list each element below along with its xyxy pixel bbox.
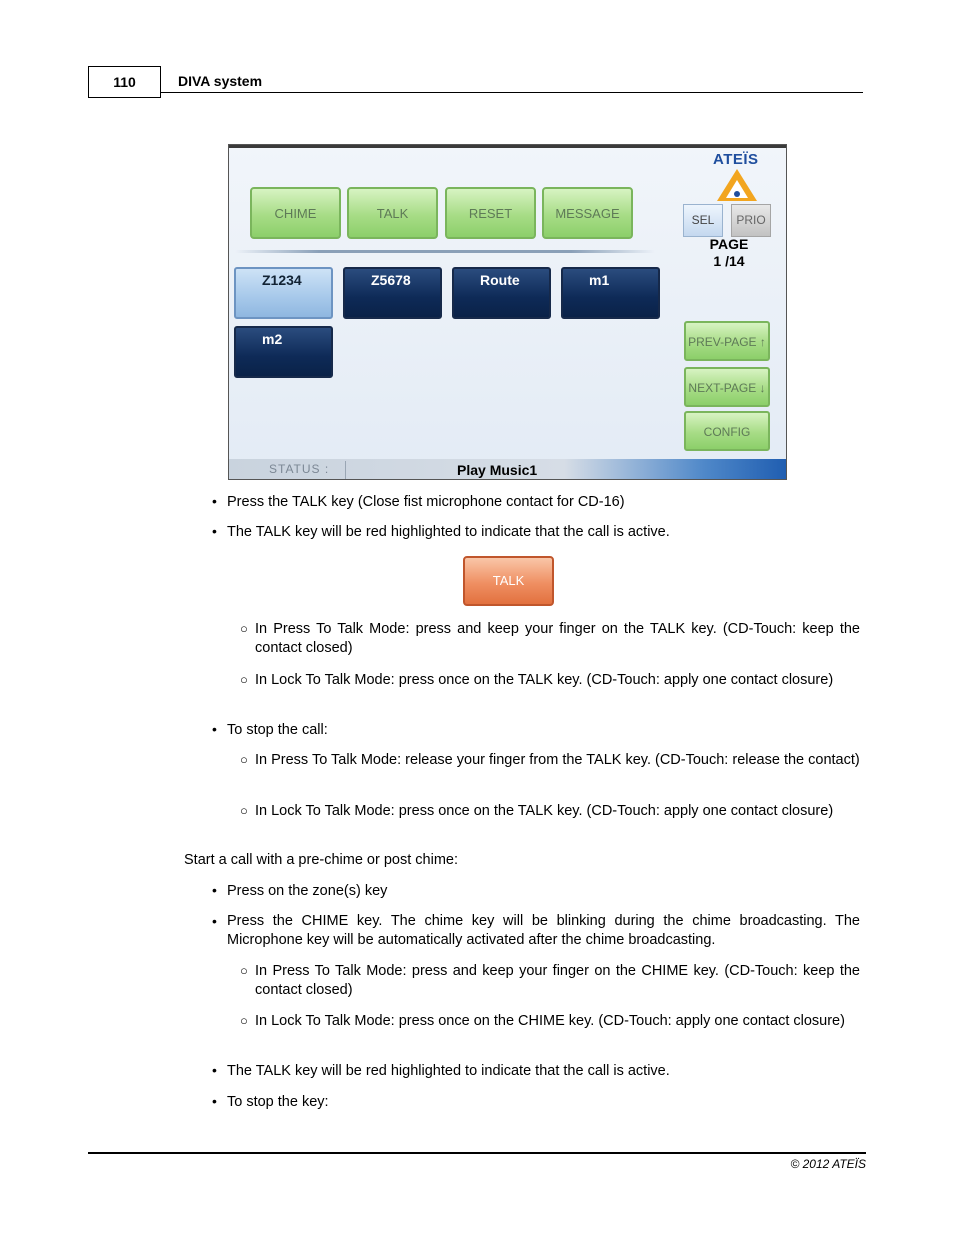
bullet-text: The TALK key will be red highlighted to indicate that the call is active. [227, 1063, 670, 1079]
sub-bullet-text: In Lock To Talk Mode: press once on the TALK key. (CD-Touch: apply one contact closure) [255, 672, 834, 688]
page-label: PAGE [709, 236, 749, 252]
page-number: 110 [88, 66, 161, 98]
sub-bullet-icon: ○ [240, 752, 248, 767]
message-button[interactable]: MESSAGE [542, 187, 633, 239]
bullet-icon: • [212, 493, 217, 509]
sub-bullet-icon: ○ [240, 963, 248, 978]
status-label: STATUS : [269, 462, 330, 476]
status-divider [345, 461, 346, 479]
zone-key-route[interactable]: Route [452, 267, 551, 319]
bullet-text: To stop the key: [227, 1094, 329, 1110]
sub-bullet-text: In Press To Talk Mode: press and keep your finger on the TALK key. (CD-Touch: keep the contact closed) [255, 621, 860, 656]
config-button[interactable]: CONFIG [684, 411, 770, 451]
bullet-text: To stop the call: [227, 722, 328, 738]
sub-bullet-text: In Press To Talk Mode: release your finger from the TALK key. (CD-Touch: release the contact) [255, 752, 860, 768]
bullet-text: Press the TALK key (Close fist microphone contact for CD-16) [227, 494, 625, 510]
footer-rule [88, 1152, 866, 1154]
zone-key-m1[interactable]: m1 [561, 267, 660, 319]
reset-button[interactable]: RESET [445, 187, 536, 239]
bullet-icon: • [212, 1093, 217, 1109]
sub-bullet-text: In Press To Talk Mode: press and keep your finger on the CHIME key. (CD-Touch: keep the contact closed) [255, 963, 860, 998]
status-value: Play Music1 [457, 462, 538, 478]
bullet-text: The TALK key will be red highlighted to indicate that the call is active. [227, 524, 670, 540]
zone-key-z1234[interactable]: Z1234 [234, 267, 333, 319]
next-page-button[interactable]: NEXT-PAGE ↓ [684, 367, 770, 407]
sel-button[interactable]: SEL [683, 204, 723, 237]
status-bar [229, 459, 787, 480]
bullet-icon: • [212, 913, 217, 929]
talk-button-active: TALK [463, 556, 554, 606]
bullet-icon: • [212, 1062, 217, 1078]
zone-key-m2[interactable]: m2 [234, 326, 333, 378]
bullet-icon: • [212, 523, 217, 539]
touch-panel-screenshot [228, 144, 787, 480]
chime-button[interactable]: CHIME [250, 187, 341, 239]
sub-bullet-icon: ○ [240, 803, 248, 818]
sub-bullet-text: In Lock To Talk Mode: press once on the TALK key. (CD-Touch: apply one contact closure) [255, 803, 834, 819]
bullet-text: Press on the zone(s) key [227, 883, 388, 899]
prev-page-button[interactable]: PREV-PAGE ↑ [684, 321, 770, 361]
bullet-icon: • [212, 721, 217, 737]
page-indicator: 1 /14 [713, 253, 745, 269]
bullet-icon: • [212, 882, 217, 898]
document-title: DIVA system [178, 73, 263, 89]
ateis-logo-text: ATEÏS [713, 151, 759, 168]
bullet-text: Press the CHIME key. The chime key will be blinking during the chime broadcasting. The Microphone key will be automatically activated after the chime broadcasting. [227, 913, 860, 948]
paragraph-text: Start a call with a pre-chime or post chime: [184, 852, 458, 868]
zone-key-z5678[interactable]: Z5678 [343, 267, 442, 319]
ateis-logo-icon [712, 167, 762, 203]
sub-bullet-icon: ○ [240, 672, 248, 687]
header-rule [161, 92, 863, 93]
screen-top-bar [229, 145, 786, 148]
prio-button[interactable]: PRIO [731, 204, 771, 237]
sub-bullet-icon: ○ [240, 621, 248, 636]
sub-bullet-icon: ○ [240, 1013, 248, 1028]
footer-copyright: © 2012 ATEÏS [790, 1157, 866, 1171]
talk-button[interactable]: TALK [347, 187, 438, 239]
sub-bullet-text: In Lock To Talk Mode: press once on the CHIME key. (CD-Touch: apply one contact closure) [255, 1013, 845, 1029]
separator-line [235, 250, 655, 253]
